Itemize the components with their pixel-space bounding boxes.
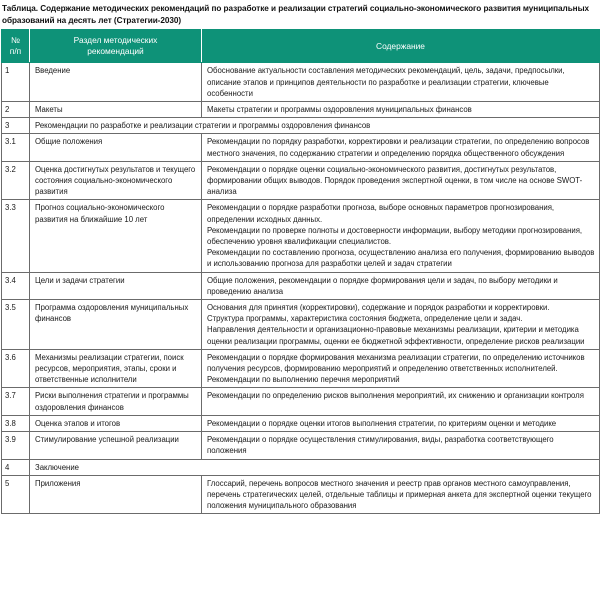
row-section-cell: Оценка этапов и итогов	[30, 415, 202, 431]
table-row	[2, 300, 600, 350]
row-section-cell: Введение	[30, 63, 202, 102]
column-header-content	[202, 30, 600, 63]
row-number-cell: 3.2	[2, 161, 30, 200]
row-section-cell: Риски выполнения стратегии и программы оздоровления финансов	[30, 388, 202, 415]
row-content-cell	[202, 161, 600, 200]
row-section-cell: Программа оздоровления муниципальных финансов	[30, 300, 202, 350]
row-number-cell: 4	[2, 459, 30, 475]
column-header-content-line1: Содержание	[376, 40, 425, 51]
content-paragraph: Рекомендации по выполнению перечня мероприятий	[207, 375, 400, 385]
table-row	[2, 415, 600, 431]
table-row	[2, 388, 600, 415]
column-header-number-line2: п/п	[9, 46, 22, 57]
row-content-cell	[202, 349, 600, 388]
row-number-cell: 3.8	[2, 415, 30, 431]
row-number-cell: 1	[2, 63, 30, 102]
row-content-cell	[202, 134, 600, 161]
content-paragraph: Рекомендации о порядке оценки итогов выполнения стратегии, по критериям оценки и методике	[207, 418, 557, 428]
row-section-cell: Макеты	[30, 102, 202, 118]
content-paragraph: Основания для принятия (корректировки), содержание и порядок разработки и корректировки.	[207, 303, 550, 313]
table-caption: Таблица. Содержание методических рекомендаций по разработке и реализации стратегий социально-экономического развития муниципальных образований на десять лет (Стратегии-2030)	[2, 4, 590, 26]
table-header	[2, 30, 600, 63]
row-section-cell: Механизмы реализации стратегии, поиск ресурсов, мероприятия, этапы, сроки и ответственные исполнители	[30, 349, 202, 388]
content-paragraph: Структура программы, характеристика состояния бюджета, определение цели и задач.	[207, 314, 523, 324]
column-header-number	[2, 30, 30, 63]
content-paragraph: Макеты стратегии и программы оздоровления муниципальных финансов	[207, 105, 472, 115]
row-content-cell	[202, 415, 600, 431]
methodical-recommendations-table	[1, 29, 600, 514]
row-number-cell: 3.6	[2, 349, 30, 388]
row-content-cell	[202, 200, 600, 272]
table-row	[2, 200, 600, 272]
row-number-cell: 3	[2, 118, 30, 134]
table-row	[2, 349, 600, 388]
row-number-cell: 5	[2, 475, 30, 514]
column-header-section-line1: Раздел методических	[73, 35, 158, 46]
table-row	[2, 118, 600, 134]
content-paragraph: Рекомендации о порядке осуществления стимулирования, виды, разработка соответствующего положения	[207, 435, 554, 456]
content-paragraph: Рекомендации по порядку разработки, корректировки и реализации стратегии, по определению вопросов местного значения, по содержанию стратегии и определению порядка общественного обсуждения	[207, 137, 590, 158]
content-paragraph: Рекомендации о порядке формирования механизма реализации стратегии, по определению источников получения ресурсов, формированию мероприятий и определению ответственных исполнителей.	[207, 352, 585, 374]
row-content-cell	[202, 272, 600, 299]
row-number-cell: 3.7	[2, 388, 30, 415]
content-paragraph: Обоснование актуальности составления методических рекомендаций, цель, задачи, предпосылки, описание этапов и принципов деятельности по разработке и реализации стратегии, ключевые особенности	[207, 66, 565, 98]
table-row	[2, 272, 600, 299]
content-paragraph: Общие положения, рекомендации о порядке формирования цели и задач, по выбору методики и проведению анализа	[207, 275, 558, 296]
row-number-cell: 3.3	[2, 200, 30, 272]
row-section-cell: Оценка достигнутых результатов и текущего состояния социально-экономического развития	[30, 161, 202, 200]
table-row	[2, 134, 600, 161]
content-paragraph: Рекомендации о порядке оценки социально-экономического развития, достигнутых результатов, формировании общих выводов. Порядок проведения экспертной оценки, в том числе на основе SWOT-анализа	[207, 164, 583, 197]
row-content-cell	[202, 432, 600, 459]
row-content-cell	[202, 388, 600, 415]
row-number-cell: 3.9	[2, 432, 30, 459]
table-row	[2, 432, 600, 459]
content-paragraph: Глоссарий, перечень вопросов местного значения и реестр прав органов местного самоуправления, перечень стратегических целей, отдельные таблицы и примерная анкета для экспертной оценки текущего положения муниципального образования	[207, 478, 592, 511]
row-number-cell: 2	[2, 102, 30, 118]
row-content-cell	[202, 300, 600, 350]
table-row	[2, 102, 600, 118]
table-row	[2, 161, 600, 200]
content-paragraph: Рекомендации по определению рисков выполнения мероприятий, их снижению и организации контроля	[207, 391, 584, 401]
row-section-cell: Прогноз социально-экономического развития на ближайшие 10 лет	[30, 200, 202, 272]
row-number-cell: 3.5	[2, 300, 30, 350]
row-section-cell: Общие положения	[30, 134, 202, 161]
row-content-cell	[202, 102, 600, 118]
table-header-row	[2, 30, 600, 63]
row-section-cell: Заключение	[30, 459, 600, 475]
content-paragraph: Направления деятельности и организационно-правовые механизмы реализации, критерии и методика оценки реализации программы, оценки ее бюджетной эффективности, определение рисков реализации	[207, 325, 585, 346]
row-section-cell: Стимулирование успешной реализации	[30, 432, 202, 459]
row-section-cell: Приложения	[30, 475, 202, 514]
content-paragraph: Рекомендации по проверке полноты и достоверности информации, выбору методики прогнозирования, обеспечению уровня квалификации специалистов.	[207, 225, 583, 247]
content-paragraph: Рекомендации по составлению прогноза, осуществлению анализа его получения, формированию выводов и использованию прогноза для разработки целей и задач стратегии	[207, 248, 595, 269]
content-paragraph: Рекомендации о порядке разработки прогноза, выборе основных параметров прогнозирования, определении исходных данных.	[207, 203, 555, 224]
table-row	[2, 475, 600, 514]
column-header-section	[30, 30, 202, 63]
row-content-cell	[202, 63, 600, 102]
column-header-section-line2: рекомендаций	[87, 46, 144, 57]
row-number-cell: 3.1	[2, 134, 30, 161]
table-body	[2, 63, 600, 514]
row-section-cell: Цели и задачи стратегии	[30, 272, 202, 299]
row-number-cell: 3.4	[2, 272, 30, 299]
table-row	[2, 459, 600, 475]
row-section-cell: Рекомендации по разработке и реализации стратегии и программы оздоровления финансов	[30, 118, 600, 134]
table-row	[2, 63, 600, 102]
row-content-cell	[202, 475, 600, 514]
column-header-number-line1: №	[11, 35, 20, 46]
